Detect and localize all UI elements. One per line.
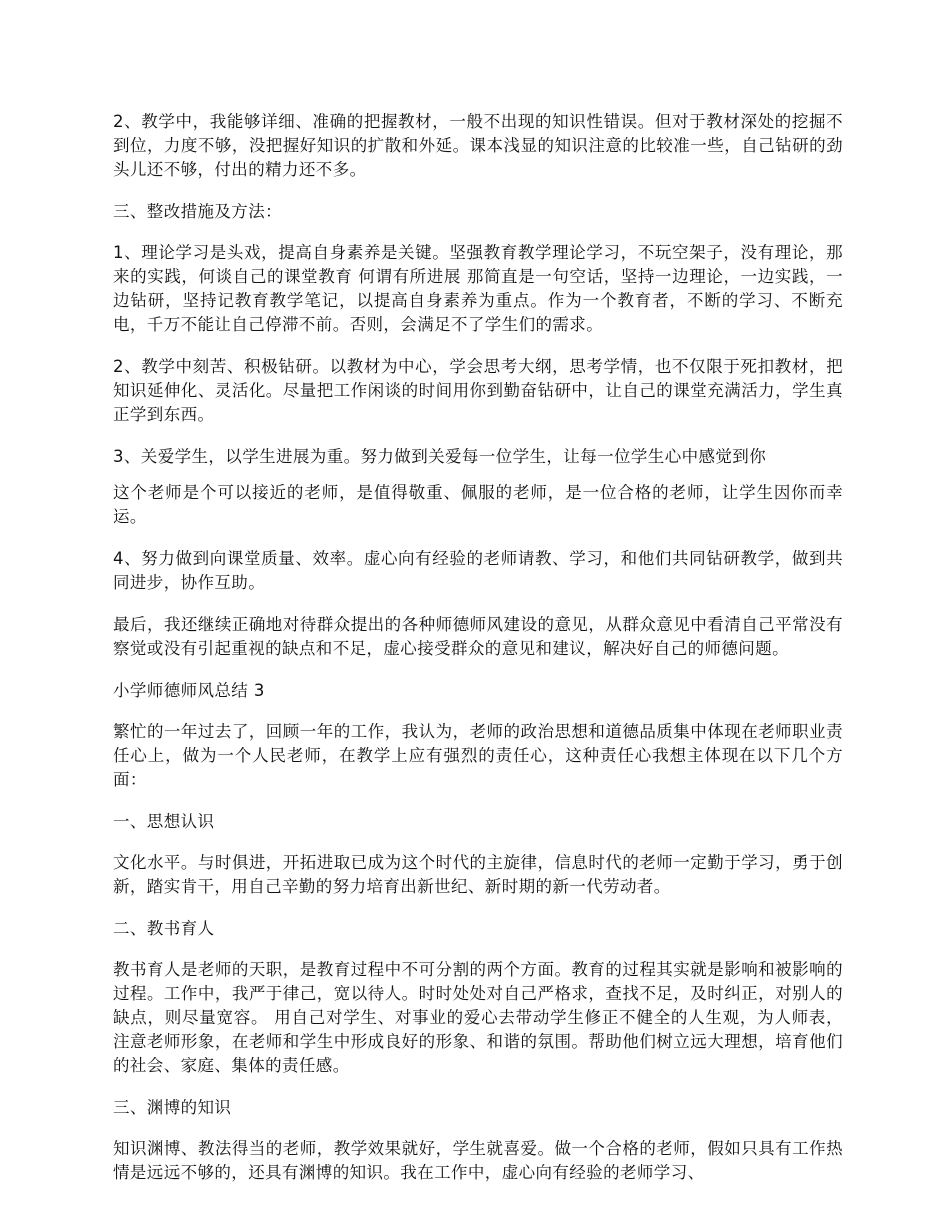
paragraph-teaching-materials: 2、教学中，我能够详细、准确的把握教材，一般不出现的知识性错误。但对于教材深处的挖掘不到位，力度不够，没把握好知识的扩散和外延。课本浅显的知识注意的比较准一些，自己钻研的劲头儿还不够，付出的精力还不多。 — [113, 112, 843, 179]
heading-rectification-measures: 三、整改措施及方法： — [113, 202, 282, 221]
paragraph-knowledge: 知识渊博、教法得当的老师，教学效果就好，学生就喜爱。做一个合格的老师，假如只具有工作热情是远远不够的，还具有渊博的知识。我在工作中，虚心向有经验的老师学习、 — [113, 1139, 843, 1182]
paragraph-diligent-research: 2、教学中刻苦、积极钻研。以教材为中心，学会思考大纲，思考学情，也不仅限于死扣教材，把知识延伸化、灵活化。尽量把工作闲谈的时间用你到勤奋钻研中，让自己的课堂充满活力，学生真正学到东西。 — [113, 357, 843, 424]
heading-broad-knowledge: 三、渊博的知识 — [113, 1098, 232, 1117]
paragraph-care-students: 3、关爱学生，以学生进展为重。努力做到关爱每一位学生，让每一位学生心中感觉到你 — [113, 447, 767, 466]
paragraph-cultural-level: 文化水平。与时俱进，开拓进取已成为这个时代的主旋律，信息时代的老师一定勤于学习，勇于创新，踏实肯干，用自己辛勤的努力培育出新世纪、新时期的新一代劳动者。 — [113, 853, 843, 896]
paragraph-busy-year: 繁忙的一年过去了，回顾一年的工作，我认为，老师的政治思想和道德品质集中体现在老师职业责任心上，做为一个人民老师，在教学上应有强烈的责任心，这种责任心我想主体现在以下几个方面： — [113, 722, 843, 789]
paragraph-theory-study: 1、理论学习是头戏，提高自身素养是关键。坚强教育教学理论学习，不玩空架子，没有理论，那来的实践，何谈自己的课堂教育 何谓有所进展 那简直是一句空话，坚持一边理论，一边实践，一边钻研，坚持记教育教学笔记，以提高自身素养为重点。作为一个教育者，不断的学习、不断充电，千万不能让自己停滞不前。否则，会满足不了学生们的需求。 — [113, 243, 843, 334]
heading-teaching-educating: 二、教书育人 — [113, 919, 215, 938]
paragraph-approachable-teacher: 这个老师是个可以接近的老师，是值得敬重、佩服的老师，是一位合格的老师，让学生因你而幸运。 — [113, 483, 843, 526]
paragraph-teaching-duty: 教书育人是老师的天职，是教育过程中不可分割的两个方面。教育的过程其实就是影响和被影响的过程。工作中，我严于律己，宽以待人。时时处处对自己严格求，查找不足，及时纠正，对别人的缺点，则尽量宽容。 用自己对学生、对事业的爱心去带动学生修正不健全的人生观，为人师表，注意老师形象，在老师和学生中形成良好的形象、和谐的氛围。帮助他们树立远大理想，培育他们的社会、家庭、集体的责任感。 — [113, 960, 843, 1075]
document-page — [113, 110, 843, 1203]
paragraph-conclusion: 最后，我还继续正确地对待群众提出的各种师德师风建设的意见，从群众意见中看清自己平常没有察觉或没有引起重视的缺点和不足，虚心接受群众的意见和建议，解决好自己的师德问题。 — [113, 615, 843, 658]
section-title-summary-3: 小学师德师风总结 3 — [113, 681, 265, 700]
heading-ideological-awareness: 一、思想认识 — [113, 812, 215, 831]
paragraph-classroom-quality: 4、努力做到向课堂质量、效率。虚心向有经验的老师请教、学习，和他们共同钻研教学，做到共同进步，协作互助。 — [113, 549, 843, 592]
